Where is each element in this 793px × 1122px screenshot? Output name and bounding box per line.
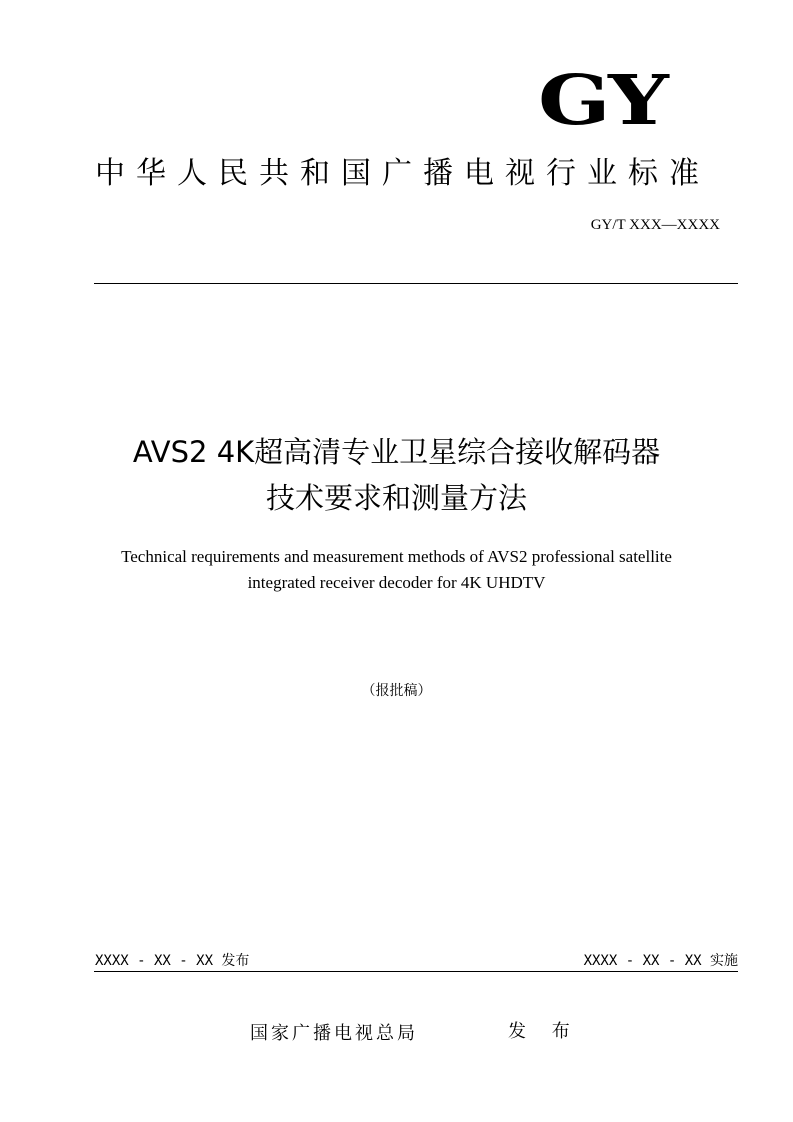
title-en-line1: Technical requirements and measurement methods of AVS2 professional satellite <box>121 547 672 566</box>
header-divider <box>94 283 738 284</box>
issue-date: XXXX - XX - XX 发布 <box>95 953 250 969</box>
organization-title: 中华人民共和国广播电视行业标准 <box>95 156 710 191</box>
implementation-date: XXXX - XX - XX 实施 <box>583 953 738 969</box>
publish-label: 发 布 <box>508 1021 580 1042</box>
title-zh-line2: 技术要求和测量方法 <box>265 481 527 515</box>
gy-logo: GY <box>538 61 667 141</box>
standard-code: GY/T XXX—XXXX <box>590 217 720 233</box>
draft-stage-label: （报批稿） <box>361 683 432 699</box>
publisher-name: 国家广播电视总局 <box>250 1023 418 1044</box>
title-en-line2: integrated receiver decoder for 4K UHDTV <box>247 573 546 592</box>
title-zh-line1: AVS2 4K超高清专业卫星综合接收解码器 <box>132 435 661 469</box>
footer-divider <box>94 971 738 972</box>
